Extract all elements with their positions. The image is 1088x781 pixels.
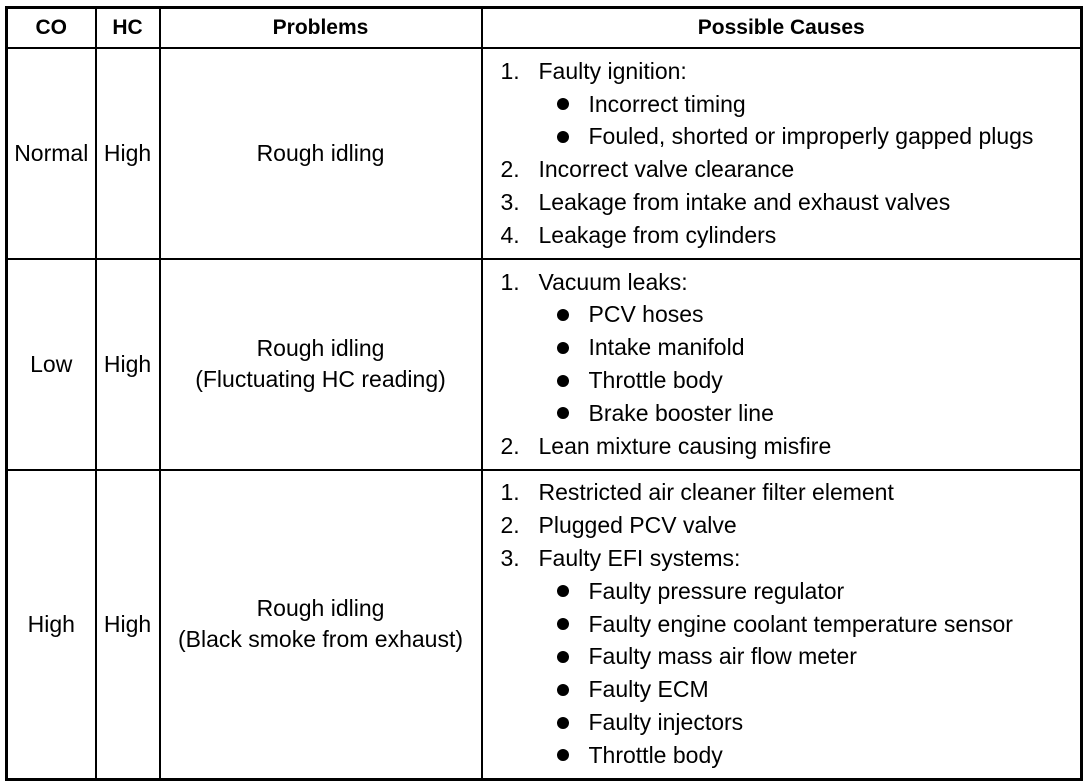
problem-text: Rough idling — [256, 595, 385, 622]
bullet-icon — [557, 342, 569, 354]
causes-list — [483, 49, 1081, 258]
causes-list — [483, 471, 1081, 778]
cause-subitem — [501, 331, 1081, 364]
cause-number: 2. — [500, 432, 520, 459]
bullet-icon — [557, 375, 569, 387]
cause-number: 2. — [500, 156, 520, 183]
cause-text: Faulty EFI systems: — [538, 545, 741, 572]
bullet-icon — [557, 651, 569, 663]
bullet-icon — [557, 98, 569, 110]
cause-subitem-text: Throttle body — [588, 367, 723, 394]
cause-text: Faulty ignition: — [538, 57, 687, 84]
cause-subitem — [501, 575, 1081, 608]
bullet-icon — [557, 717, 569, 729]
cause-item — [501, 477, 1081, 510]
cause-number: 2. — [500, 512, 520, 539]
bullet-icon — [557, 309, 569, 321]
cause-number: 3. — [500, 189, 520, 216]
bullet-icon — [557, 618, 569, 630]
causes-list — [483, 260, 1081, 469]
cause-subitem — [501, 299, 1081, 332]
cause-text: Plugged PCV valve — [538, 512, 737, 539]
cause-subitem-text: Brake booster line — [588, 399, 774, 426]
problem-text: Rough idling — [256, 139, 385, 166]
cause-subitem — [501, 673, 1081, 706]
cause-subitem — [501, 121, 1081, 154]
header-hc: HC — [96, 8, 160, 49]
cause-subitem-text: Incorrect timing — [588, 90, 746, 117]
possible-causes-cell — [482, 48, 1082, 259]
problem-cell — [160, 470, 482, 780]
cause-item — [501, 266, 1081, 299]
problem-detail: (Black smoke from exhaust) — [177, 626, 464, 653]
cause-subitem-text: Faulty ECM — [588, 676, 709, 703]
cause-subitem — [501, 706, 1081, 739]
cause-item — [501, 542, 1081, 575]
header-problems: Problems — [160, 8, 482, 49]
header-row — [7, 8, 1082, 49]
cause-subitem — [501, 641, 1081, 674]
co-level-cell: Low — [7, 259, 96, 470]
cause-subitem — [501, 397, 1081, 430]
diagnosis-table — [5, 6, 1083, 781]
cause-subitem-text: Fouled, shorted or improperly gapped plugs — [588, 123, 1034, 150]
cause-subitem-text: PCV hoses — [588, 301, 704, 328]
table-row — [7, 48, 1082, 259]
problem-cell — [160, 48, 482, 259]
possible-causes-cell — [482, 259, 1082, 470]
cause-subitem — [501, 608, 1081, 641]
bullet-icon — [557, 131, 569, 143]
cause-text: Vacuum leaks: — [538, 268, 688, 295]
cause-number: 1. — [500, 57, 520, 84]
cause-subitem-text: Faulty injectors — [588, 709, 744, 736]
problem-detail: (Fluctuating HC reading) — [195, 366, 446, 393]
cause-text: Lean mixture causing misfire — [538, 432, 832, 459]
cause-text: Leakage from cylinders — [538, 221, 777, 248]
cause-subitem — [501, 88, 1081, 121]
problem-cell — [160, 259, 482, 470]
cause-subitem-text: Intake manifold — [588, 334, 745, 361]
cause-text: Leakage from intake and exhaust valves — [538, 189, 951, 216]
cause-number: 3. — [500, 545, 520, 572]
cause-text: Restricted air cleaner filter element — [538, 479, 894, 506]
cause-item — [501, 509, 1081, 542]
possible-causes-cell — [482, 470, 1082, 780]
bullet-icon — [557, 749, 569, 761]
header-possible-causes: Possible Causes — [482, 8, 1082, 49]
cause-subitem — [501, 739, 1081, 772]
bullet-icon — [557, 585, 569, 597]
hc-level-cell: High — [96, 470, 160, 780]
cause-item — [501, 186, 1081, 219]
cause-item — [501, 55, 1081, 88]
cause-number: 1. — [500, 268, 520, 295]
table-row — [7, 259, 1082, 470]
cause-subitem-text: Faulty mass air flow meter — [588, 643, 857, 670]
cause-subitem-text: Throttle body — [588, 741, 723, 768]
cause-item — [501, 430, 1081, 463]
cause-number: 4. — [500, 221, 520, 248]
problem-text: Rough idling — [256, 335, 385, 362]
cause-subitem-text: Faulty engine coolant temperature sensor — [588, 610, 1013, 637]
bullet-icon — [557, 684, 569, 696]
hc-level-cell: High — [96, 48, 160, 259]
cause-subitem-text: Faulty pressure regulator — [588, 577, 845, 604]
co-level-cell: High — [7, 470, 96, 780]
cause-item — [501, 153, 1081, 186]
cause-subitem — [501, 364, 1081, 397]
table-row — [7, 470, 1082, 780]
cause-number: 1. — [500, 479, 520, 506]
hc-level-cell: High — [96, 259, 160, 470]
co-level-cell: Normal — [7, 48, 96, 259]
cause-item — [501, 219, 1081, 252]
bullet-icon — [557, 407, 569, 419]
header-co: CO — [7, 8, 96, 49]
cause-text: Incorrect valve clearance — [538, 156, 795, 183]
